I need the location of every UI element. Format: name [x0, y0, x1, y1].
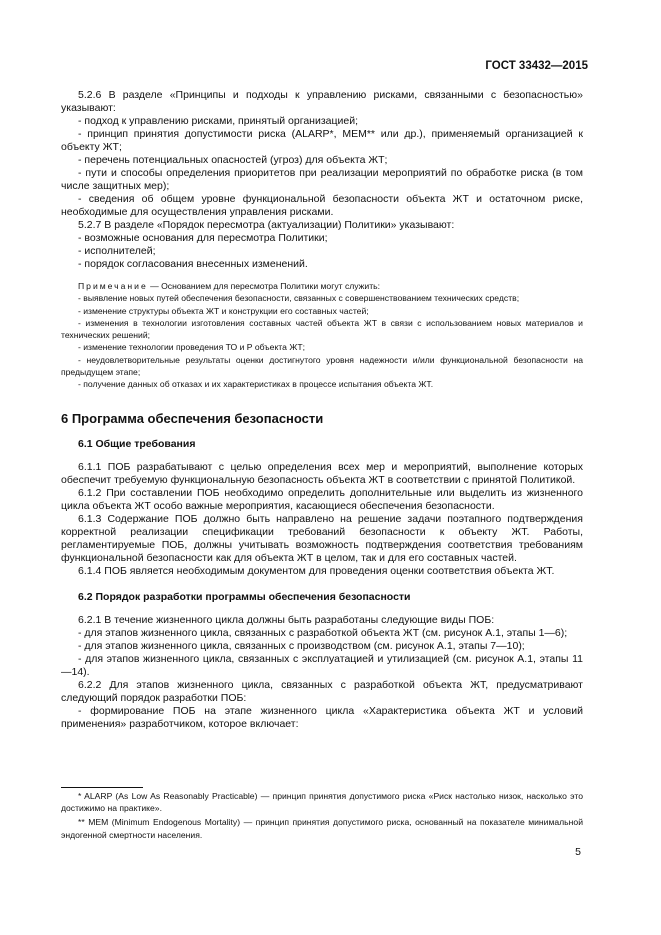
page-number: 5: [575, 846, 581, 858]
list-item: - для этапов жизненного цикла, связанных с разработкой объекта ЖТ (см. рисунок А.1, этапы 1—6);: [78, 626, 568, 639]
note-item: - выявление новых путей обеспечения безопасности, связанных с совершенствованием технических средств;: [78, 293, 520, 304]
subsection-heading: 6.2 Порядок разработки программы обеспечения безопасности: [78, 590, 411, 603]
note-item: - изменение технологии проведения ТО и Р объекта ЖТ;: [78, 342, 305, 353]
standard-header: ГОСТ 33432—2015: [485, 60, 588, 72]
note-label: Примечание: [78, 281, 148, 291]
list-item: - возможные основания для пересмотра Политики;: [78, 232, 328, 244]
paragraph: 5.2.7 В разделе «Порядок пересмотра (актуализации) Политики» указывают:: [78, 219, 455, 231]
subsection-heading: 6.1 Общие требования: [78, 437, 196, 450]
list-item: - порядок согласования внесенных изменений.: [78, 258, 308, 270]
list-item: - для этапов жизненного цикла, связанных с эксплуатацией и утилизацией (см. рисунок А.1, этапы 11—14).: [61, 652, 583, 678]
list-item: - пути и способы определения приоритетов при реализации мероприятий по обработке риска (в том числе защитных мер);: [61, 167, 583, 192]
list-item: - принцип принятия допустимости риска (ALARP*, MEM** или др.), применяемый организацией к объекту ЖТ;: [61, 128, 583, 153]
note-item: - неудовлетворительные результаты оценки достигнутого уровня надежности и/или функциональной безопасности на предыдущем этапе;: [61, 354, 583, 378]
list-item: - подход к управлению рисками, принятый организацией;: [78, 115, 358, 127]
footnotes: [61, 790, 583, 841]
footnote: ** MEM (Minimum Endogenous Mortality) — принцип принятия допустимого риска, основанный на показателе минимальной эндогенной смертности населения.: [61, 817, 583, 840]
paragraph: 6.1.2 При составлении ПОБ необходимо определить дополнительные или выделить из жизненного цикла объекта ЖТ особо важные мероприятия, касающиеся обеспечения безопасности.: [61, 486, 583, 512]
section-6-2-body: [61, 614, 583, 731]
paragraph: 6.1.3 Содержание ПОБ должно быть направлено на решение задачи поэтапного подтверждения корректной реализации спецификации требований безопасности к объекту ЖТ. Работы, регламентируемые ПОБ, должны учитывать возможность подтверждения соответствия требованиям функциональной безопасности как для объекта ЖТ в целом, так и для его составных частей.: [61, 512, 583, 564]
section-6-1-body: [61, 461, 583, 578]
note-text: — Основанием для пересмотра Политики могут служить:: [147, 281, 380, 291]
list-item: - для этапов жизненного цикла, связанных с производством (см. рисунок А.1, этапы 7—10);: [78, 639, 525, 652]
footnote-divider: [61, 787, 143, 788]
list-item: - сведения об общем уровне функциональной безопасности объекта ЖТ и остаточном риске, необходимые для осуществления управления рисками.: [61, 193, 583, 218]
note-item: - изменения в технологии изготовления составных частей объекта ЖТ в связи с использованием новых материалов и технических решений;: [61, 317, 583, 341]
paragraph: 6.2.2 Для этапов жизненного цикла, связанных с разработкой объекта ЖТ, предусматривают следующий порядок разработки ПОБ:: [61, 678, 583, 704]
section-heading: 6 Программа обеспечения безопасности: [61, 410, 324, 426]
note-item: - получение данных об отказах и их характеристиках в процессе испытания объекта ЖТ.: [78, 379, 434, 390]
note-block: [61, 280, 583, 391]
note-item: - изменение структуры объекта ЖТ и конструкции его составных частей;: [78, 305, 369, 316]
list-item: - формирование ПОБ на этапе жизненного цикла «Характеристика объекта ЖТ и условий применения» разработчиком, которое включает:: [61, 704, 583, 730]
main-content: [61, 89, 583, 731]
paragraph: 6.1.4 ПОБ является необходимым документом для проведения оценки соответствия объекта ЖТ.: [78, 564, 555, 577]
footnote: * ALARP (As Low As Reasonably Practicable) — принцип принятия допустимого риска «Риск настолько низок, насколько это достижимо на практике».: [61, 791, 583, 814]
paragraph: 5.2.6 В разделе «Принципы и подходы к управлению рисками, связанными с безопасностью» указывают:: [61, 89, 583, 114]
list-item: - исполнителей;: [78, 245, 156, 257]
paragraph: 6.2.1 В течение жизненного цикла должны быть разработаны следующие виды ПОБ:: [78, 613, 495, 626]
paragraph: 6.1.1 ПОБ разрабатывают с целью определения всех мер и мероприятий, выполнение которых обеспечит требуемую функциональную безопасность объекта ЖТ в соответствии с принятой Политикой.: [61, 460, 583, 486]
note-intro: [61, 280, 583, 292]
list-item: - перечень потенциальных опасностей (угроз) для объекта ЖТ;: [78, 154, 388, 166]
